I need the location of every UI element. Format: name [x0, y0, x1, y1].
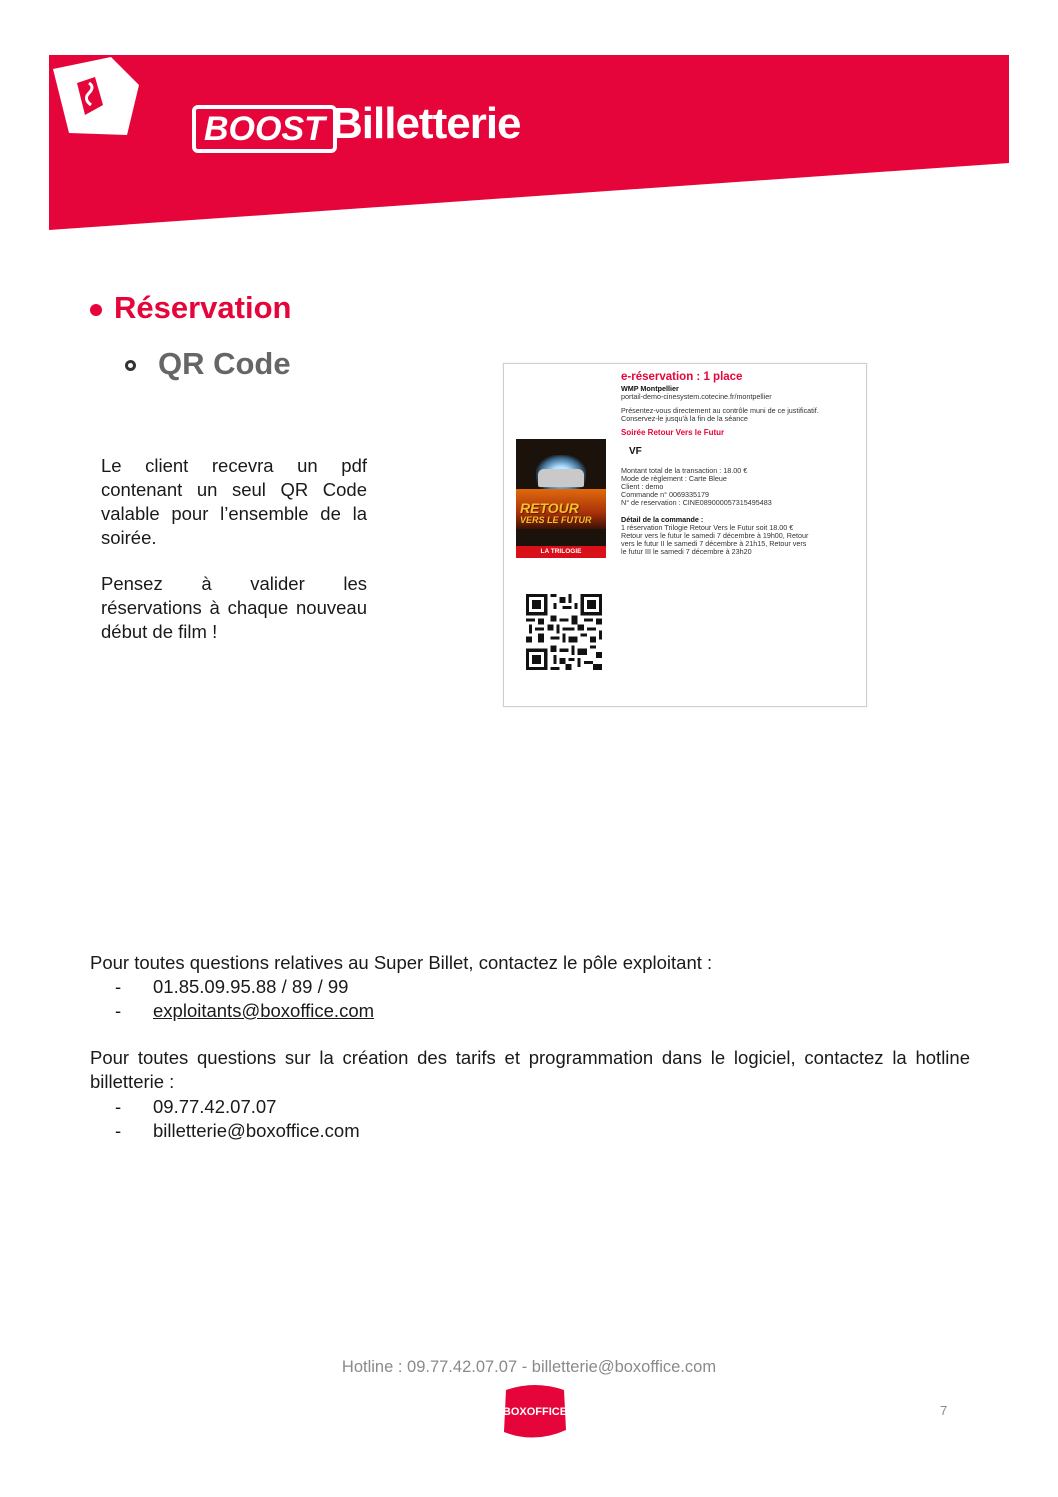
ticket-order: Commande n° 0069335179 — [621, 490, 709, 499]
section-title — [90, 290, 291, 326]
ticket-title: e-réservation : 1 place — [621, 371, 743, 383]
ticket-client: Client : demo — [621, 482, 664, 491]
page-number: 7 — [940, 1403, 948, 1418]
list-dash: - — [115, 1096, 122, 1117]
list-item-exploitant-phone — [115, 975, 348, 999]
exploitant-phone: 01.85.09.95.88 / 89 / 99 — [153, 976, 349, 997]
list-item-exploitant-email — [115, 999, 374, 1023]
hotline-intro: Pour toutes questions sur la création des tarifs et programmation dans le logiciel, contactez la hotline billetterie : — [90, 1047, 970, 1092]
poster-car — [538, 469, 584, 487]
ticket-amount: Montant total de la transaction : 18.00 € — [621, 466, 748, 475]
poster-title-line-2: VERS LE FUTUR — [520, 515, 592, 525]
bullet-icon — [90, 304, 102, 316]
list-dash: - — [115, 1000, 122, 1021]
list-item-hotline-phone — [115, 1095, 276, 1119]
ticket-detail-title: Détail de la commande : — [621, 515, 704, 524]
exploitant-email-link[interactable]: exploitants@boxoffice.com — [153, 1000, 375, 1021]
boxoffice-logo-icon — [500, 1382, 570, 1444]
ticket-url: portail-demo-cinesystem.cotecine.fr/montpellier — [621, 392, 772, 401]
header-banner — [49, 55, 1009, 230]
ticket-cinema: WMP Montpellier — [621, 384, 679, 393]
ticket-reservation-number: N° de reservation : CINE0890000573154954​83 — [621, 498, 772, 507]
footer-hotline: Hotline : 09.77.42.07.07 - billetterie@boxoffice.com — [341, 1358, 717, 1376]
section-subtitle-text: QR Code — [158, 346, 291, 381]
section-title-text: Réservation — [114, 290, 292, 325]
hotline-email: billetterie@boxoffice.com — [153, 1120, 360, 1141]
list-dash: - — [115, 1120, 122, 1141]
poster-title — [520, 502, 602, 526]
poster-title-line-1: RETOUR — [520, 500, 579, 516]
exploitant-intro: Pour toutes questions relatives au Super Billet, contactez le pôle exploitant : — [90, 952, 713, 973]
ticket-instruction-1: Présentez-vous directement au contrôle muni de ce justificatif. — [621, 406, 819, 415]
ticket-preview — [503, 363, 867, 707]
boxoffice-logo-text: BOXOFFICE — [502, 1406, 568, 1418]
list-item-hotline-email — [115, 1119, 360, 1143]
ticket-instruction-2: Conservez-le jusqu'à la fin de la séance — [621, 414, 748, 423]
ticket-event: Soirée Retour Vers le Futur — [621, 428, 725, 437]
qr-code-icon — [526, 594, 602, 670]
ticket-version: VF — [629, 446, 642, 457]
poster-band: LA TRILOGIE — [516, 546, 606, 558]
ticket-detail-1: 1 réservation Trilogie Retour Vers le Futur soit 18.00 € — [621, 523, 794, 532]
movie-poster — [516, 439, 606, 558]
ticket-logo-icon — [49, 55, 144, 139]
paragraph-validate: Pensez à valider les réservations à chaque nouveau début de film ! — [101, 573, 367, 642]
brand-billetterie: Billetterie — [331, 99, 521, 148]
ticket-payment: Mode de règlement : Carte Bleue — [621, 474, 727, 483]
list-dash: - — [115, 976, 122, 997]
paragraph-qr-info: Le client recevra un pdf contenant un seul QR Code valable pour l’ensemble de la soirée. — [101, 455, 367, 548]
ticket-detail-4: le futur III le samedi 7 décembre à 23h20 — [621, 547, 752, 556]
sub-bullet-icon — [125, 360, 136, 371]
ticket-detail-2: Retour vers le futur le samedi 7 décembre à 19h00, Retour — [621, 531, 809, 540]
hotline-phone: 09.77.42.07.07 — [153, 1096, 277, 1117]
ticket-detail-3: vers le futur II le samedi 7 décembre à 21h15, Retour vers — [621, 539, 807, 548]
brand-boost: BOOST — [192, 105, 337, 153]
section-subtitle — [125, 346, 291, 382]
